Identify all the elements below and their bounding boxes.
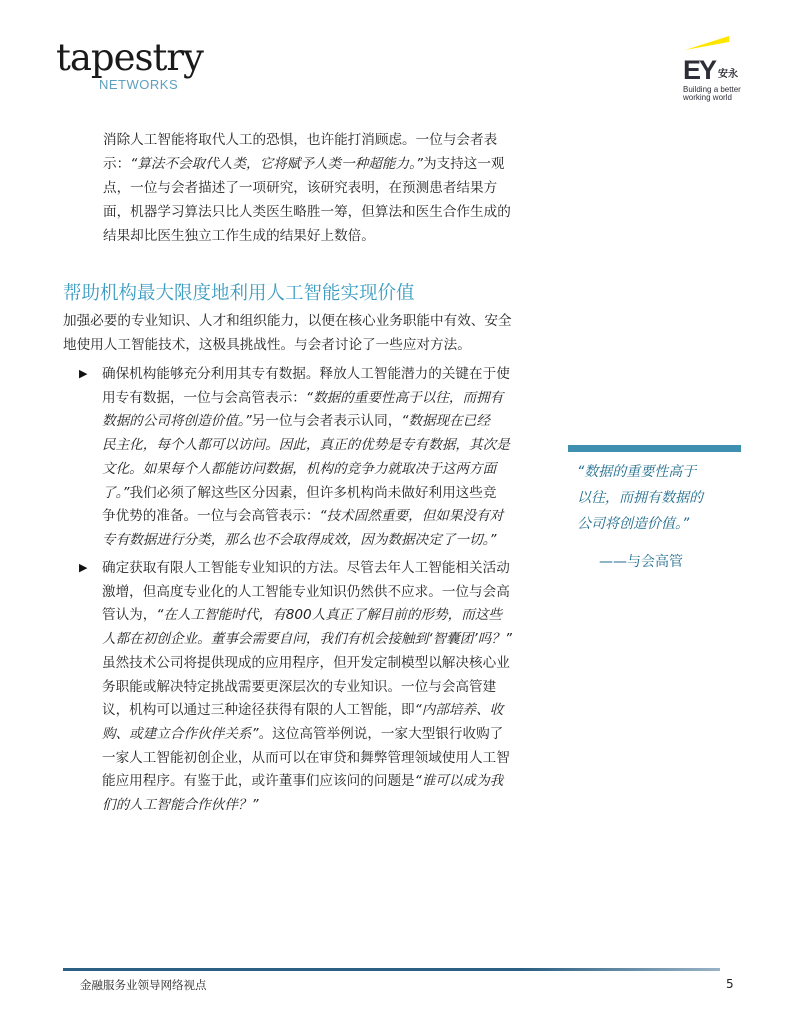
text-run: 。这位高管举例说，一家大型银行收购了 <box>258 725 504 742</box>
text-run: 确保机构能够充分利用其专有数据。释放人工智能潜力的关键在于使 <box>102 366 510 382</box>
text-run: 激增，但高度专业化的人工智能专业知识仍然供不应求。一位与会高 <box>102 583 510 600</box>
tapestry-networks-logo <box>56 36 203 92</box>
quote-run: 人都在初创企业。董事会需要自问，我们有机会接触到‘智囊团’吗？” <box>102 631 512 648</box>
quote-run: “谁可以成为我 <box>414 773 504 790</box>
ey-logo-cn: 安永 <box>718 69 739 80</box>
text-line <box>102 724 503 744</box>
pull-quote-attribution: ——与会高管 <box>599 554 683 570</box>
text-run: 用专有数据，一位与会高管表示： <box>102 389 306 406</box>
ey-tagline-2: working world <box>683 93 732 102</box>
ey-beam-icon <box>685 36 741 56</box>
text-line <box>102 530 496 550</box>
text-line <box>102 558 510 578</box>
text-line <box>103 226 375 246</box>
quote-run: 购、或建立合作伙伴关系” <box>102 725 259 742</box>
quote-run: 民主化，每个人都可以访问。因此，真正的优势是专有数据，其次是 <box>102 437 510 454</box>
quote-run: 们的人工智能合作伙伴？” <box>102 797 259 813</box>
text-line <box>102 605 502 625</box>
text-run: 确定获取有限人工智能专业知识的方法。尽管去年人工智能相关活动 <box>102 560 510 576</box>
text-line <box>102 748 510 768</box>
text-run: 管认为， <box>102 607 157 624</box>
quote-run: “内部培养、收 <box>414 702 504 719</box>
quote-run: “数据的重要性高于以往，而拥有 <box>305 389 504 406</box>
text-line <box>102 483 496 503</box>
text-line <box>102 411 490 431</box>
text-line <box>102 653 510 673</box>
footer-title: 金融服务业领导网络视点 <box>80 978 207 992</box>
quote-run: 专有数据进行分类，那么也不会取得成效，因为数据决定了一切。” <box>102 531 497 548</box>
text-line <box>102 795 259 815</box>
text-line <box>102 388 503 408</box>
pull-quote-bar <box>568 445 741 452</box>
text-line <box>103 178 497 198</box>
bullet-triangle-icon: ▶ <box>79 367 88 380</box>
ey-tagline <box>683 86 741 102</box>
text-run: 结果却比医生独立工作生成的结果好上数倍。 <box>103 228 375 244</box>
pull-quote-line: 以往，而拥有数据的 <box>577 490 703 506</box>
text-run: 点，一位与会者描述了一项研究，该研究表明，在预测患者结果方 <box>103 180 498 196</box>
text-line <box>63 311 512 331</box>
text-run: 示： <box>103 156 131 172</box>
text-run: 我们必须了解这些区分因素，但许多机构尚未做好利用这些竞 <box>129 484 497 501</box>
pull-quote-line: 公司将创造价值。” <box>577 516 690 532</box>
text-run: 消除人工智能将取代人工的恐惧，也许能打消顾虑。一位与会者表 <box>103 132 498 148</box>
page-number: 5 <box>726 977 734 991</box>
text-line <box>102 435 510 455</box>
text-run: 面，机器学习算法只比人类医生略胜一筹，但算法和医生合作生成的 <box>103 204 511 220</box>
pull-quote-line: “数据的重要性高于 <box>577 464 697 480</box>
text-line <box>102 700 503 720</box>
text-line <box>102 364 510 384</box>
text-run: 务职能或解决特定挑战需要更深层次的专业知识。一位与会高管建 <box>102 678 497 695</box>
quote-run: 了。” <box>102 484 130 501</box>
quote-run: “技术固然重要，但如果没有对 <box>319 508 504 525</box>
ey-logo <box>683 36 745 106</box>
text-run: 虽然技术公司将提供现成的应用程序，但开发定制模型以解决核心业 <box>102 654 510 671</box>
text-line <box>103 130 497 150</box>
text-run: 争优势的准备。一位与会高管表示： <box>102 508 320 525</box>
text-run: 另一位与会者表示认同， <box>251 413 402 430</box>
quote-run: 文化。如果每个人都能访问数据，机构的竞争力就取决于这两方面 <box>102 460 497 477</box>
text-line <box>102 506 503 526</box>
text-line <box>63 335 471 355</box>
text-line <box>102 629 512 649</box>
text-line <box>102 582 510 602</box>
ey-logo-row <box>683 56 738 84</box>
text-run: 为支持这一观 <box>422 156 505 172</box>
ey-logo-mark: EY <box>683 55 716 85</box>
bullet-triangle-icon: ▶ <box>79 561 88 574</box>
ey-tagline-1: Building a better <box>683 85 741 94</box>
text-run: 加强必要的专业知识、人才和组织能力，以便在核心业务职能中有效、安全 <box>63 313 512 329</box>
quote-run: “在人工智能时代，有800人真正了解目前的形势，而这些 <box>156 607 503 624</box>
text-run: 地使用人工智能技术，这极具挑战性。与会者讨论了一些应对方法。 <box>63 336 471 353</box>
text-run: 议，机构可以通过三种途径获得有限的人工智能，即 <box>102 702 415 719</box>
text-run: 能应用程序。有鉴于此，或许董事们应该问的问题是 <box>102 773 415 790</box>
section-heading: 帮助机构最大限度地利用人工智能实现价值 <box>63 283 415 304</box>
quote-run: 数据的公司将创造价值。” <box>102 413 252 430</box>
text-line <box>102 459 496 479</box>
text-line <box>102 771 503 791</box>
tapestry-logo-sub: NETWORKS <box>99 77 179 92</box>
text-line <box>103 154 505 174</box>
text-line <box>103 202 511 222</box>
tapestry-logo-word: tapestry <box>56 36 203 79</box>
text-run: 一家人工智能初创企业，从而可以在审贷和舞弊管理领域使用人工智 <box>102 749 510 766</box>
quote-run: “算法不会取代人类，它将赋予人类一种超能力。” <box>130 156 423 172</box>
footer-divider <box>63 968 720 971</box>
text-line <box>102 677 496 697</box>
quote-run: “数据现在已经 <box>401 413 490 430</box>
